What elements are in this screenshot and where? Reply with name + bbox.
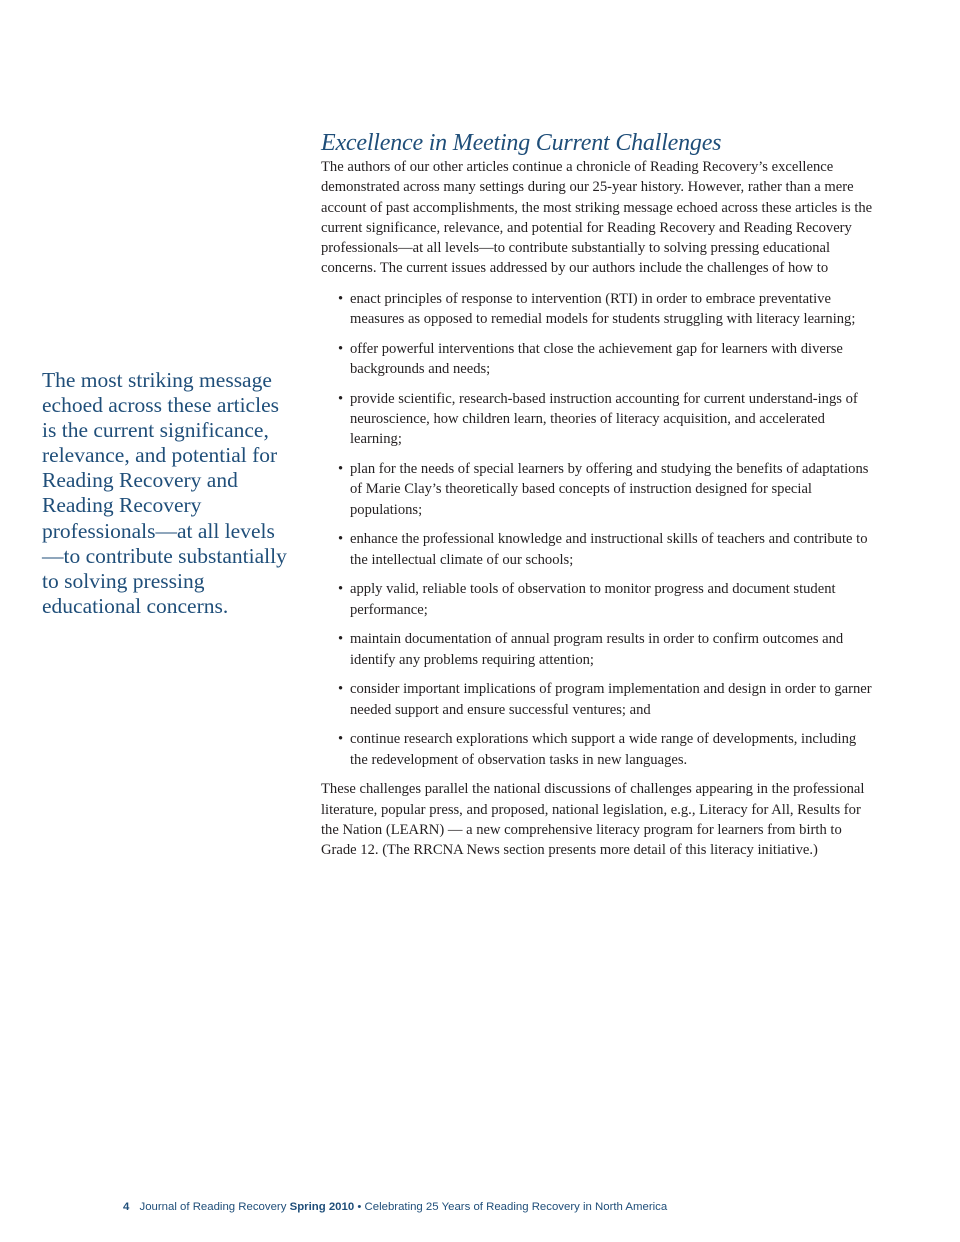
list-item-text: plan for the needs of special learners by offering and studying the benefits of adaptations of Marie Clay’s theoretically based concepts of instruction designed for special populations; bbox=[350, 461, 869, 518]
list-item bbox=[338, 339, 873, 380]
list-item bbox=[338, 579, 873, 620]
list-item bbox=[338, 459, 873, 520]
bullet-icon: • bbox=[338, 681, 344, 698]
article-body bbox=[321, 130, 873, 860]
list-item-text: apply valid, reliable tools of observation to monitor progress and document student performance; bbox=[350, 581, 836, 618]
footer-tagline: Celebrating 25 Years of Reading Recovery in North America bbox=[364, 1201, 668, 1213]
page-number: 4 bbox=[123, 1201, 130, 1213]
closing-paragraph: These challenges parallel the national discussions of challenges appearing in the professional literature, popular press, and proposed, national legislation, e.g., Literacy for All, Results for the Nation (LEARN) — a new comprehensive literacy program for learners from birth to Grade 12. (The RRCNA News section presents more detail of this literacy initiative.) bbox=[321, 781, 865, 859]
pull-quote: The most striking message echoed across these articles is the current significance, relevance, and potential for Reading Recovery and Reading Recovery professionals—at all levels—to contribute substantially to solving pressing educational concerns. bbox=[42, 368, 287, 618]
section-heading: Excellence in Meeting Current Challenges bbox=[321, 130, 722, 156]
bullet-icon: • bbox=[338, 340, 344, 357]
list-item-text: consider important implications of program implementation and design in order to garner needed support and ensure successful ventures; and bbox=[350, 681, 872, 718]
intro-paragraph: The authors of our other articles continue a chronicle of Reading Recovery’s excellence demonstrated across many settings during our 25-year history. However, rather than a mere account of past accomplishments, the most striking message echoed across these articles is the current significance, relevance, and potential for Reading Recovery and Reading Recovery professionals—at all levels—to contribute substantially to solving pressing educational concerns. The current issues addressed by our authors include the challenges of how to bbox=[321, 159, 873, 277]
list-item bbox=[338, 389, 873, 450]
bullet-icon: • bbox=[338, 461, 344, 478]
list-item bbox=[338, 629, 873, 670]
list-item-text: enhance the professional knowledge and instructional skills of teachers and contribute to the intellectual climate of our schools; bbox=[350, 531, 868, 568]
list-item bbox=[338, 529, 873, 570]
bullet-icon: • bbox=[338, 390, 344, 407]
issue-season: Spring 2010 bbox=[289, 1201, 355, 1213]
list-item-text: provide scientific, research-based instruction accounting for current understand-ings of neuroscience, how children learn, theories of literacy acquisition, and accelerated learning; bbox=[350, 390, 858, 448]
page-footer bbox=[123, 1201, 667, 1213]
bullet-icon: • bbox=[338, 631, 344, 648]
list-item bbox=[338, 679, 873, 720]
list-item-text: continue research explorations which support a wide range of developments, including the redevelopment of observation tasks in new languages. bbox=[350, 731, 857, 768]
bullet-icon: • bbox=[338, 531, 344, 548]
list-item bbox=[338, 729, 873, 770]
bullet-icon: • bbox=[338, 731, 344, 748]
bullet-icon: • bbox=[338, 290, 344, 307]
journal-title: Journal of Reading Recovery bbox=[139, 1201, 287, 1213]
list-item-text: maintain documentation of annual program results in order to confirm outcomes and identify any problems requiring attention; bbox=[350, 631, 844, 668]
list-item-text: enact principles of response to intervention (RTI) in order to embrace preventative measures as opposed to remedial models for students struggling with literacy learning; bbox=[350, 290, 856, 328]
bullet-icon: • bbox=[338, 581, 344, 598]
list-item bbox=[338, 289, 873, 330]
footer-separator: • bbox=[357, 1201, 362, 1213]
list-item-text: offer powerful interventions that close the achievement gap for learners with diverse backgrounds and needs; bbox=[350, 340, 843, 378]
challenges-list bbox=[321, 289, 873, 770]
